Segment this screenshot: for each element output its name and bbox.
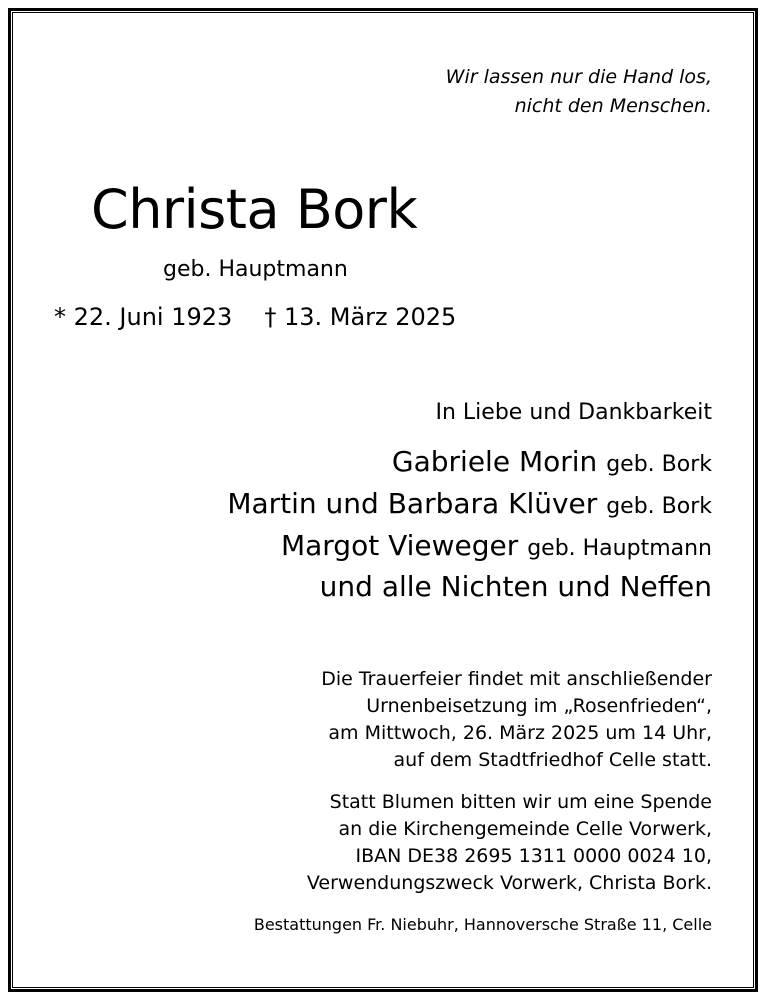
mourner-name: Margot Vieweger	[280, 529, 519, 562]
donation-line: IBAN DE38 2695 1311 0000 0024 10,	[355, 845, 712, 867]
mourner-line	[280, 529, 712, 562]
mourner-line	[391, 445, 712, 478]
ceremony-line: Urnenbeisetzung im „Rosenfrieden“,	[366, 695, 712, 717]
donation-notice	[307, 789, 712, 897]
quote-line-2: nicht den Menschen.	[514, 95, 712, 117]
birth-name: geb. Hauptmann	[163, 257, 348, 282]
mourner-line	[227, 487, 712, 520]
quote	[446, 63, 712, 121]
life-dates	[54, 305, 456, 329]
donation-line: Verwendungszweck Vorwerk, Christa Bork.	[306, 872, 712, 894]
donation-line: Statt Blumen bitten wir um eine Spende	[329, 791, 712, 813]
mourner-line	[319, 570, 712, 603]
mourner-name: und alle Nichten und Neffen	[319, 570, 712, 603]
donation-line: an die Kirchengemeinde Celle Vorwerk,	[338, 818, 712, 840]
mourner-nee: geb. Hauptmann	[527, 536, 712, 561]
undertaker-address: Bestattungen Fr. Niebuhr, Hannoversche Straße 11, Celle	[253, 915, 712, 934]
mourner-nee: geb. Bork	[606, 452, 712, 477]
mourner-nee: geb. Bork	[606, 494, 712, 519]
ceremony-line: auf dem Stadtfriedhof Celle statt.	[393, 749, 712, 771]
ceremony-line: Die Trauerfeier findet mit anschließender	[321, 668, 712, 690]
ceremony-notice	[321, 666, 712, 774]
ceremony-line: am Mittwoch, 26. März 2025 um 14 Uhr,	[328, 722, 712, 744]
quote-line-1: Wir lassen nur die Hand los,	[445, 66, 712, 88]
death-date: † 13. März 2025	[264, 303, 457, 331]
mourner-name: Martin und Barbara Klüver	[227, 487, 598, 520]
deceased-name: Christa Bork	[91, 178, 418, 241]
birth-date: * 22. Juni 1923	[54, 303, 233, 331]
mourner-name: Gabriele Morin	[391, 445, 598, 478]
mourners-intro: In Liebe und Dankbarkeit	[435, 400, 712, 425]
